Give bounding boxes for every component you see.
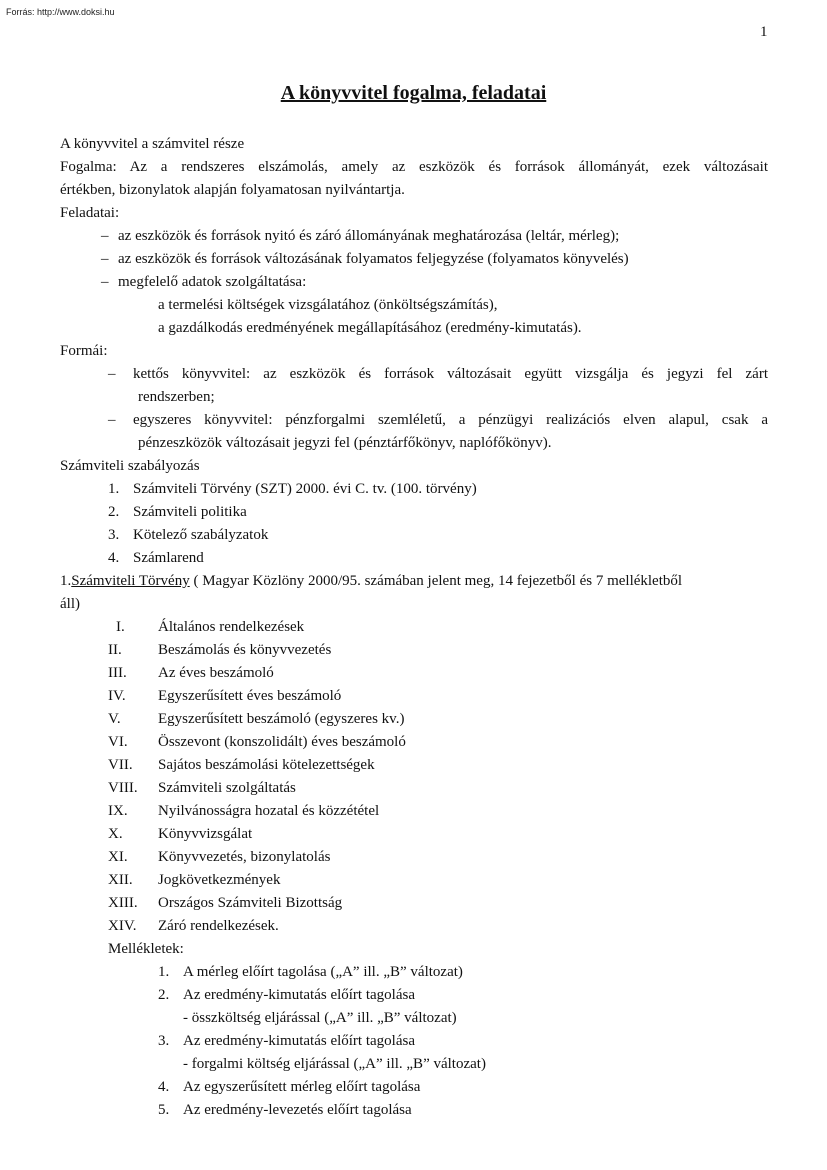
form-item-2-line-2: pénzeszközök változásait jegyzi fel (pénztárfőkönyv, naplófőkönyv). — [138, 435, 552, 451]
list-number: 4. — [108, 550, 120, 566]
dash-bullet: – — [101, 228, 109, 244]
regulation-item: Számviteli Törvény (SZT) 2000. évi C. tv. (100. törvény) — [133, 481, 477, 497]
chapter-number: IV. — [108, 688, 126, 704]
dash-bullet: – — [101, 274, 109, 290]
regulation-heading: Számviteli szabályozás — [60, 458, 200, 474]
chapter-title: Országos Számviteli Bizottság — [158, 895, 343, 911]
task-item: az eszközök és források változásának folyamatos feljegyzése (folyamatos könyvelés) — [118, 251, 629, 267]
list-number: 2. — [108, 504, 120, 520]
form-item-1-line-1: kettős könyvvitel: az eszközök és források változásait együtt vizsgálja és jegyzi fel zárt — [133, 366, 768, 382]
act-prefix: 1. — [60, 573, 72, 589]
dash-bullet: – — [101, 251, 109, 267]
list-number: 3. — [108, 527, 120, 543]
page-number: 1 — [760, 24, 768, 40]
annex-number: 1. — [158, 964, 170, 980]
chapter-number: XII. — [108, 872, 133, 888]
chapter-number: VIII. — [108, 780, 138, 796]
chapter-title: Számviteli szolgáltatás — [158, 780, 296, 796]
chapter-number: XIII. — [108, 895, 138, 911]
task-item: az eszközök és források nyitó és záró állományának meghatározása (leltár, mérleg); — [118, 228, 620, 244]
chapter-number: X. — [108, 826, 123, 842]
chapter-title: Könyvvizsgálat — [158, 826, 253, 842]
chapter-title: Záró rendelkezések. — [158, 918, 279, 934]
chapter-number: II. — [108, 642, 122, 658]
dash-bullet: – — [108, 412, 116, 428]
chapter-number: XI. — [108, 849, 128, 865]
dash-bullet: – — [108, 366, 116, 382]
act-title-link: Számviteli Törvény — [71, 573, 190, 589]
annex-number: 5. — [158, 1102, 170, 1118]
chapter-number: I. — [116, 619, 125, 635]
chapter-title: Sajátos beszámolási kötelezettségek — [158, 757, 375, 773]
annexes-heading: Mellékletek: — [108, 941, 184, 957]
chapter-number: IX. — [108, 803, 128, 819]
source-watermark: Forrás: http://www.doksi.hu — [6, 7, 115, 17]
forms-heading: Formái: — [60, 343, 108, 359]
intro-text: A könyvvitel a számvitel része — [60, 136, 245, 152]
form-item-2-line-1: egyszeres könyvvitel: pénzforgalmi szemléletű, a pénzügyi realizációs elven alapul, csak a — [133, 412, 768, 428]
definition-line-2: értékben, bizonylatok alapján folyamatosan nyilvántartja. — [60, 182, 405, 198]
annex-title: Az egyszerűsített mérleg előírt tagolása — [183, 1079, 421, 1095]
chapter-number: III. — [108, 665, 127, 681]
regulation-item: Számlarend — [133, 550, 204, 566]
chapter-title: Az éves beszámoló — [158, 665, 274, 681]
act-description: ( Magyar Közlöny 2000/95. számában jelent meg, 14 fejezetből és 7 mellékletből — [189, 573, 683, 589]
regulation-item: Kötelező szabályzatok — [133, 527, 269, 543]
chapter-title: Összevont (konszolidált) éves beszámoló — [158, 734, 406, 750]
annex-number: 3. — [158, 1033, 170, 1049]
annex-subtitle: - forgalmi költség eljárással („A” ill. „B” változat) — [183, 1056, 486, 1072]
form-item-1-line-2: rendszerben; — [138, 389, 215, 405]
task-sub-item: a gazdálkodás eredményének megállapításához (eredmény-kimutatás). — [158, 320, 582, 336]
chapter-title: Beszámolás és könyvvezetés — [158, 642, 332, 658]
chapter-title: Nyilvánosságra hozatal és közzététel — [158, 803, 380, 819]
chapter-number: VII. — [108, 757, 133, 773]
chapter-title: Egyszerűsített beszámoló (egyszeres kv.) — [158, 711, 405, 727]
annex-title: A mérleg előírt tagolása („A” ill. „B” változat) — [183, 964, 463, 980]
page-title: A könyvvitel fogalma, feladatai — [280, 82, 547, 104]
annex-title: Az eredmény-kimutatás előírt tagolása — [183, 987, 415, 1003]
annex-number: 2. — [158, 987, 170, 1003]
chapter-number: V. — [108, 711, 121, 727]
definition-line-1: Fogalma: Az a rendszeres elszámolás, amely az eszközök és források állományát, ezek változásait — [60, 159, 768, 175]
list-number: 1. — [108, 481, 120, 497]
act-intro-line-2: áll) — [60, 596, 80, 612]
act-intro-line-1 — [60, 570, 682, 593]
chapter-number: VI. — [108, 734, 128, 750]
chapter-title: Általános rendelkezések — [158, 619, 305, 635]
annex-number: 4. — [158, 1079, 170, 1095]
regulation-item: Számviteli politika — [133, 504, 247, 520]
chapter-title: Könyvvezetés, bizonylatolás — [158, 849, 331, 865]
annex-title: Az eredmény-levezetés előírt tagolása — [183, 1102, 412, 1118]
chapter-number: XIV. — [108, 918, 137, 934]
chapter-title: Jogkövetkezmények — [158, 872, 281, 888]
annex-subtitle: - összköltség eljárással („A” ill. „B” változat) — [183, 1010, 457, 1026]
task-sub-item: a termelési költségek vizsgálatához (önköltségszámítás), — [158, 297, 498, 313]
chapter-title: Egyszerűsített éves beszámoló — [158, 688, 342, 704]
task-item: megfelelő adatok szolgáltatása: — [118, 274, 307, 290]
tasks-heading: Feladatai: — [60, 205, 120, 221]
annex-title: Az eredmény-kimutatás előírt tagolása — [183, 1033, 415, 1049]
